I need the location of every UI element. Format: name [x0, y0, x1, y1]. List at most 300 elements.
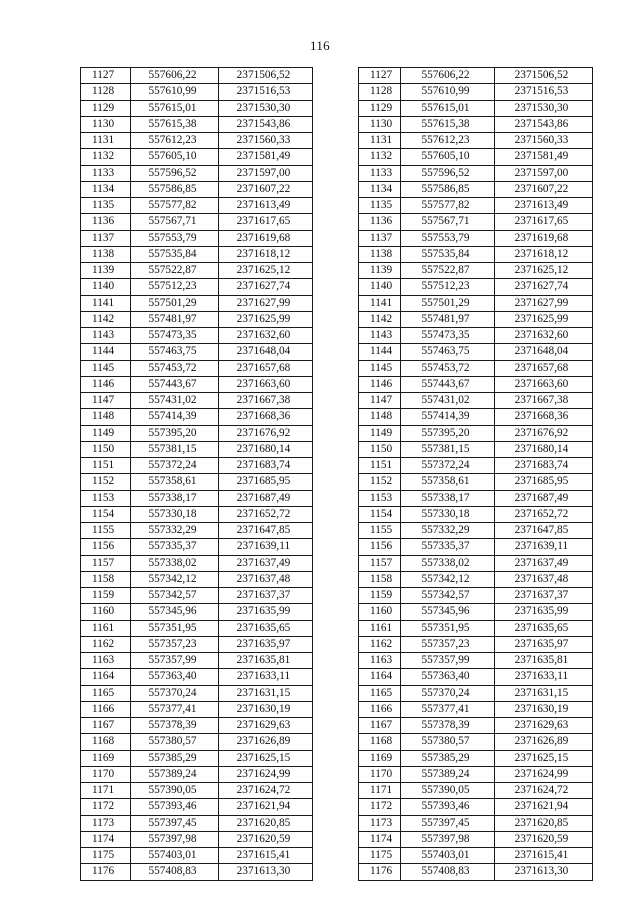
table-row: [81, 685, 593, 701]
left-y-coordinate: 2371676,92: [219, 425, 313, 441]
right-y-coordinate: 2371680,14: [495, 441, 593, 457]
right-y-coordinate: 2371617,65: [495, 214, 593, 230]
right-point-number: 1146: [359, 376, 401, 392]
left-y-coordinate: 2371637,37: [219, 588, 313, 604]
table-row: [81, 555, 593, 571]
table-row: [81, 116, 593, 132]
column-gap: [313, 848, 359, 864]
left-x-coordinate: 557403,01: [131, 848, 219, 864]
right-x-coordinate: 557380,57: [401, 734, 495, 750]
right-y-coordinate: 2371613,30: [495, 864, 593, 880]
left-point-number: 1173: [81, 815, 131, 831]
left-y-coordinate: 2371629,63: [219, 718, 313, 734]
right-x-coordinate: 557596,52: [401, 165, 495, 181]
right-x-coordinate: 557345,96: [401, 604, 495, 620]
left-x-coordinate: 557351,95: [131, 620, 219, 636]
column-gap: [313, 100, 359, 116]
right-x-coordinate: 557385,29: [401, 750, 495, 766]
right-point-number: 1129: [359, 100, 401, 116]
column-gap: [313, 68, 359, 84]
left-x-coordinate: 557408,83: [131, 864, 219, 880]
left-point-number: 1149: [81, 425, 131, 441]
right-y-coordinate: 2371647,85: [495, 523, 593, 539]
table-row: [81, 311, 593, 327]
column-gap: [313, 571, 359, 587]
column-gap: [313, 555, 359, 571]
column-gap: [313, 181, 359, 197]
table-row: [81, 571, 593, 587]
left-x-coordinate: 557615,38: [131, 116, 219, 132]
left-point-number: 1134: [81, 181, 131, 197]
left-x-coordinate: 557381,15: [131, 441, 219, 457]
left-x-coordinate: 557378,39: [131, 718, 219, 734]
column-gap: [313, 214, 359, 230]
right-y-coordinate: 2371633,11: [495, 669, 593, 685]
column-gap: [313, 864, 359, 880]
right-point-number: 1134: [359, 181, 401, 197]
table-row: [81, 604, 593, 620]
column-gap: [313, 783, 359, 799]
right-x-coordinate: 557403,01: [401, 848, 495, 864]
left-x-coordinate: 557397,98: [131, 831, 219, 847]
right-y-coordinate: 2371630,19: [495, 701, 593, 717]
right-x-coordinate: 557577,82: [401, 198, 495, 214]
left-y-coordinate: 2371624,99: [219, 766, 313, 782]
right-point-number: 1138: [359, 246, 401, 262]
column-gap: [313, 831, 359, 847]
right-y-coordinate: 2371631,15: [495, 685, 593, 701]
right-x-coordinate: 557357,99: [401, 653, 495, 669]
right-point-number: 1172: [359, 799, 401, 815]
left-x-coordinate: 557481,97: [131, 311, 219, 327]
left-point-number: 1133: [81, 165, 131, 181]
table-row: [81, 149, 593, 165]
column-gap: [313, 246, 359, 262]
right-y-coordinate: 2371629,63: [495, 718, 593, 734]
right-y-coordinate: 2371627,74: [495, 279, 593, 295]
left-y-coordinate: 2371617,65: [219, 214, 313, 230]
column-gap: [313, 393, 359, 409]
left-y-coordinate: 2371625,99: [219, 311, 313, 327]
left-point-number: 1157: [81, 555, 131, 571]
right-y-coordinate: 2371530,30: [495, 100, 593, 116]
right-point-number: 1174: [359, 831, 401, 847]
left-point-number: 1131: [81, 133, 131, 149]
right-point-number: 1149: [359, 425, 401, 441]
left-x-coordinate: 557443,67: [131, 376, 219, 392]
right-x-coordinate: 557358,61: [401, 474, 495, 490]
left-x-coordinate: 557395,20: [131, 425, 219, 441]
right-y-coordinate: 2371543,86: [495, 116, 593, 132]
table-row: [81, 734, 593, 750]
left-y-coordinate: 2371618,12: [219, 246, 313, 262]
left-point-number: 1168: [81, 734, 131, 750]
left-point-number: 1153: [81, 490, 131, 506]
left-x-coordinate: 557332,29: [131, 523, 219, 539]
left-point-number: 1154: [81, 506, 131, 522]
left-y-coordinate: 2371613,30: [219, 864, 313, 880]
column-gap: [313, 815, 359, 831]
left-point-number: 1150: [81, 441, 131, 457]
right-x-coordinate: 557612,23: [401, 133, 495, 149]
right-y-coordinate: 2371639,11: [495, 539, 593, 555]
left-x-coordinate: 557342,12: [131, 571, 219, 587]
left-y-coordinate: 2371615,41: [219, 848, 313, 864]
left-y-coordinate: 2371506,52: [219, 68, 313, 84]
right-point-number: 1140: [359, 279, 401, 295]
column-gap: [313, 458, 359, 474]
right-y-coordinate: 2371637,49: [495, 555, 593, 571]
right-point-number: 1160: [359, 604, 401, 620]
left-y-coordinate: 2371680,14: [219, 441, 313, 457]
right-x-coordinate: 557431,02: [401, 393, 495, 409]
right-point-number: 1154: [359, 506, 401, 522]
right-y-coordinate: 2371516,53: [495, 84, 593, 100]
left-point-number: 1158: [81, 571, 131, 587]
right-point-number: 1136: [359, 214, 401, 230]
left-y-coordinate: 2371560,33: [219, 133, 313, 149]
column-gap: [313, 604, 359, 620]
left-point-number: 1148: [81, 409, 131, 425]
table-row: [81, 750, 593, 766]
table-row: [81, 523, 593, 539]
left-x-coordinate: 557357,99: [131, 653, 219, 669]
left-point-number: 1145: [81, 360, 131, 376]
right-y-coordinate: 2371625,12: [495, 263, 593, 279]
column-gap: [313, 701, 359, 717]
left-x-coordinate: 557363,40: [131, 669, 219, 685]
left-y-coordinate: 2371530,30: [219, 100, 313, 116]
left-point-number: 1170: [81, 766, 131, 782]
right-point-number: 1168: [359, 734, 401, 750]
table-row: [81, 295, 593, 311]
table-row: [81, 474, 593, 490]
table-row: [81, 848, 593, 864]
column-gap: [313, 311, 359, 327]
column-gap: [313, 766, 359, 782]
left-x-coordinate: 557586,85: [131, 181, 219, 197]
right-point-number: 1148: [359, 409, 401, 425]
right-point-number: 1145: [359, 360, 401, 376]
left-point-number: 1139: [81, 263, 131, 279]
left-x-coordinate: 557414,39: [131, 409, 219, 425]
right-y-coordinate: 2371581,49: [495, 149, 593, 165]
table-row: [81, 636, 593, 652]
column-gap: [313, 474, 359, 490]
right-y-coordinate: 2371676,92: [495, 425, 593, 441]
left-point-number: 1163: [81, 653, 131, 669]
right-point-number: 1131: [359, 133, 401, 149]
right-x-coordinate: 557512,23: [401, 279, 495, 295]
left-y-coordinate: 2371621,94: [219, 799, 313, 815]
column-gap: [313, 653, 359, 669]
column-gap: [313, 620, 359, 636]
left-x-coordinate: 557357,23: [131, 636, 219, 652]
left-y-coordinate: 2371632,60: [219, 328, 313, 344]
right-point-number: 1171: [359, 783, 401, 799]
right-point-number: 1144: [359, 344, 401, 360]
left-y-coordinate: 2371625,12: [219, 263, 313, 279]
right-y-coordinate: 2371667,38: [495, 393, 593, 409]
left-point-number: 1135: [81, 198, 131, 214]
right-x-coordinate: 557389,24: [401, 766, 495, 782]
left-x-coordinate: 557335,37: [131, 539, 219, 555]
right-x-coordinate: 557453,72: [401, 360, 495, 376]
right-x-coordinate: 557610,99: [401, 84, 495, 100]
column-gap: [313, 490, 359, 506]
table-row: [81, 84, 593, 100]
right-y-coordinate: 2371625,99: [495, 311, 593, 327]
table-row: [81, 653, 593, 669]
left-y-coordinate: 2371620,85: [219, 815, 313, 831]
right-x-coordinate: 557332,29: [401, 523, 495, 539]
left-point-number: 1151: [81, 458, 131, 474]
right-point-number: 1158: [359, 571, 401, 587]
right-x-coordinate: 557605,10: [401, 149, 495, 165]
left-y-coordinate: 2371619,68: [219, 230, 313, 246]
left-point-number: 1169: [81, 750, 131, 766]
right-x-coordinate: 557370,24: [401, 685, 495, 701]
right-y-coordinate: 2371635,99: [495, 604, 593, 620]
right-point-number: 1128: [359, 84, 401, 100]
right-x-coordinate: 557393,46: [401, 799, 495, 815]
right-y-coordinate: 2371626,89: [495, 734, 593, 750]
left-x-coordinate: 557377,41: [131, 701, 219, 717]
left-y-coordinate: 2371597,00: [219, 165, 313, 181]
left-point-number: 1130: [81, 116, 131, 132]
column-gap: [313, 230, 359, 246]
right-y-coordinate: 2371613,49: [495, 198, 593, 214]
table-row: [81, 815, 593, 831]
right-x-coordinate: 557351,95: [401, 620, 495, 636]
left-point-number: 1176: [81, 864, 131, 880]
column-gap: [313, 588, 359, 604]
left-point-number: 1161: [81, 620, 131, 636]
left-x-coordinate: 557567,71: [131, 214, 219, 230]
left-x-coordinate: 557453,72: [131, 360, 219, 376]
table-row: [81, 165, 593, 181]
table-row: [81, 718, 593, 734]
left-point-number: 1164: [81, 669, 131, 685]
left-y-coordinate: 2371635,65: [219, 620, 313, 636]
left-y-coordinate: 2371613,49: [219, 198, 313, 214]
right-y-coordinate: 2371621,94: [495, 799, 593, 815]
left-y-coordinate: 2371637,49: [219, 555, 313, 571]
table-row: [81, 506, 593, 522]
left-y-coordinate: 2371685,95: [219, 474, 313, 490]
table-row: [81, 246, 593, 262]
right-point-number: 1143: [359, 328, 401, 344]
table-row: [81, 441, 593, 457]
left-y-coordinate: 2371687,49: [219, 490, 313, 506]
right-y-coordinate: 2371652,72: [495, 506, 593, 522]
left-y-coordinate: 2371667,38: [219, 393, 313, 409]
table-row: [81, 376, 593, 392]
left-y-coordinate: 2371626,89: [219, 734, 313, 750]
right-y-coordinate: 2371648,04: [495, 344, 593, 360]
right-y-coordinate: 2371668,36: [495, 409, 593, 425]
left-y-coordinate: 2371635,99: [219, 604, 313, 620]
right-y-coordinate: 2371607,22: [495, 181, 593, 197]
right-point-number: 1173: [359, 815, 401, 831]
column-gap: [313, 523, 359, 539]
column-gap: [313, 734, 359, 750]
left-x-coordinate: 557342,57: [131, 588, 219, 604]
left-point-number: 1127: [81, 68, 131, 84]
left-y-coordinate: 2371624,72: [219, 783, 313, 799]
right-x-coordinate: 557338,02: [401, 555, 495, 571]
left-point-number: 1159: [81, 588, 131, 604]
column-gap: [313, 441, 359, 457]
column-gap: [313, 84, 359, 100]
right-y-coordinate: 2371635,65: [495, 620, 593, 636]
table-row: [81, 783, 593, 799]
right-x-coordinate: 557586,85: [401, 181, 495, 197]
left-point-number: 1146: [81, 376, 131, 392]
column-gap: [313, 506, 359, 522]
left-y-coordinate: 2371631,15: [219, 685, 313, 701]
right-y-coordinate: 2371635,81: [495, 653, 593, 669]
table-row: [81, 181, 593, 197]
right-point-number: 1162: [359, 636, 401, 652]
left-x-coordinate: 557345,96: [131, 604, 219, 620]
left-y-coordinate: 2371657,68: [219, 360, 313, 376]
left-point-number: 1132: [81, 149, 131, 165]
left-y-coordinate: 2371630,19: [219, 701, 313, 717]
right-y-coordinate: 2371620,85: [495, 815, 593, 831]
right-point-number: 1164: [359, 669, 401, 685]
table-row: [81, 263, 593, 279]
column-gap: [313, 263, 359, 279]
right-y-coordinate: 2371618,12: [495, 246, 593, 262]
right-point-number: 1141: [359, 295, 401, 311]
right-x-coordinate: 557443,67: [401, 376, 495, 392]
right-y-coordinate: 2371632,60: [495, 328, 593, 344]
right-point-number: 1166: [359, 701, 401, 717]
right-x-coordinate: 557381,15: [401, 441, 495, 457]
right-x-coordinate: 557338,17: [401, 490, 495, 506]
left-y-coordinate: 2371668,36: [219, 409, 313, 425]
left-x-coordinate: 557473,35: [131, 328, 219, 344]
right-point-number: 1170: [359, 766, 401, 782]
right-x-coordinate: 557342,57: [401, 588, 495, 604]
left-point-number: 1137: [81, 230, 131, 246]
right-y-coordinate: 2371624,72: [495, 783, 593, 799]
right-point-number: 1155: [359, 523, 401, 539]
table-row: [81, 539, 593, 555]
column-gap: [313, 344, 359, 360]
coordinates-table: [80, 67, 593, 881]
right-point-number: 1139: [359, 263, 401, 279]
right-x-coordinate: 557463,75: [401, 344, 495, 360]
right-x-coordinate: 557372,24: [401, 458, 495, 474]
column-gap: [313, 669, 359, 685]
right-x-coordinate: 557414,39: [401, 409, 495, 425]
page-number: 116: [310, 38, 330, 53]
right-y-coordinate: 2371637,37: [495, 588, 593, 604]
left-point-number: 1143: [81, 328, 131, 344]
table-row: [81, 458, 593, 474]
left-y-coordinate: 2371633,11: [219, 669, 313, 685]
column-gap: [313, 328, 359, 344]
column-gap: [313, 685, 359, 701]
right-point-number: 1127: [359, 68, 401, 84]
right-point-number: 1130: [359, 116, 401, 132]
left-x-coordinate: 557330,18: [131, 506, 219, 522]
table-row: [81, 864, 593, 880]
table-row: [81, 279, 593, 295]
right-x-coordinate: 557378,39: [401, 718, 495, 734]
left-x-coordinate: 557535,84: [131, 246, 219, 262]
right-x-coordinate: 557357,23: [401, 636, 495, 652]
left-x-coordinate: 557397,45: [131, 815, 219, 831]
table-row: [81, 669, 593, 685]
coordinates-table-body: [81, 68, 593, 881]
left-point-number: 1141: [81, 295, 131, 311]
right-point-number: 1150: [359, 441, 401, 457]
right-point-number: 1151: [359, 458, 401, 474]
right-y-coordinate: 2371560,33: [495, 133, 593, 149]
left-x-coordinate: 557512,23: [131, 279, 219, 295]
table-row: [81, 490, 593, 506]
right-point-number: 1161: [359, 620, 401, 636]
right-y-coordinate: 2371687,49: [495, 490, 593, 506]
left-point-number: 1162: [81, 636, 131, 652]
table-row: [81, 799, 593, 815]
left-y-coordinate: 2371627,74: [219, 279, 313, 295]
right-y-coordinate: 2371620,59: [495, 831, 593, 847]
table-row: [81, 344, 593, 360]
left-x-coordinate: 557501,29: [131, 295, 219, 311]
right-x-coordinate: 557615,38: [401, 116, 495, 132]
right-x-coordinate: 557330,18: [401, 506, 495, 522]
left-point-number: 1171: [81, 783, 131, 799]
left-point-number: 1129: [81, 100, 131, 116]
left-x-coordinate: 557577,82: [131, 198, 219, 214]
left-x-coordinate: 557380,57: [131, 734, 219, 750]
column-gap: [313, 376, 359, 392]
left-y-coordinate: 2371635,97: [219, 636, 313, 652]
left-y-coordinate: 2371625,15: [219, 750, 313, 766]
left-y-coordinate: 2371620,59: [219, 831, 313, 847]
right-y-coordinate: 2371637,48: [495, 571, 593, 587]
right-point-number: 1159: [359, 588, 401, 604]
left-point-number: 1140: [81, 279, 131, 295]
left-x-coordinate: 557605,10: [131, 149, 219, 165]
left-x-coordinate: 557385,29: [131, 750, 219, 766]
left-x-coordinate: 557463,75: [131, 344, 219, 360]
left-x-coordinate: 557606,22: [131, 68, 219, 84]
left-y-coordinate: 2371607,22: [219, 181, 313, 197]
table-row: [81, 425, 593, 441]
left-point-number: 1142: [81, 311, 131, 327]
table-row: [81, 588, 593, 604]
left-x-coordinate: 557338,02: [131, 555, 219, 571]
left-y-coordinate: 2371647,85: [219, 523, 313, 539]
left-x-coordinate: 557372,24: [131, 458, 219, 474]
column-gap: [313, 133, 359, 149]
left-point-number: 1167: [81, 718, 131, 734]
right-y-coordinate: 2371657,68: [495, 360, 593, 376]
left-point-number: 1175: [81, 848, 131, 864]
right-point-number: 1156: [359, 539, 401, 555]
left-x-coordinate: 557615,01: [131, 100, 219, 116]
column-gap: [313, 799, 359, 815]
left-x-coordinate: 557522,87: [131, 263, 219, 279]
left-x-coordinate: 557338,17: [131, 490, 219, 506]
left-point-number: 1165: [81, 685, 131, 701]
right-point-number: 1137: [359, 230, 401, 246]
